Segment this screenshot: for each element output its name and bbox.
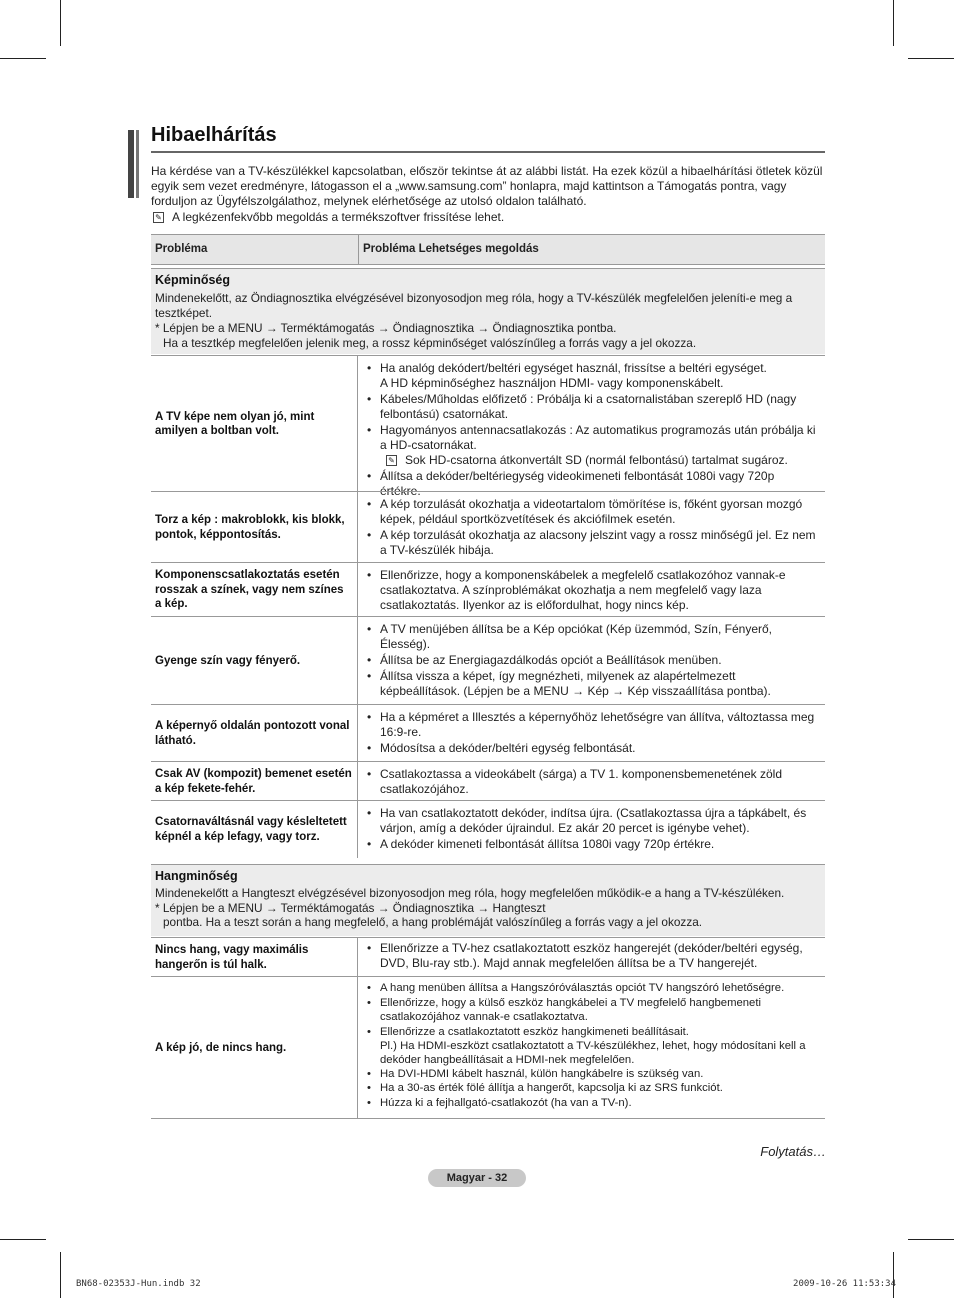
- page-title: Hibaelhárítás: [151, 124, 277, 146]
- solution-cell: [358, 356, 825, 498]
- crop-mark: [0, 1239, 46, 1240]
- table-row: [151, 562, 825, 617]
- section-text: * Lépjen be a MENU → Terméktámogatás → Öndiagnosztika → Hangteszt: [155, 900, 546, 915]
- solution-cell: [358, 762, 825, 801]
- crop-mark: [60, 0, 61, 46]
- list-item: • Húzza ki a fejhallgató-csatlakozót (ha van a TV-n).: [380, 1096, 817, 1110]
- list-item: • Ellenőrizze, hogy a komponenskábelek a megfelelő csatlakozóhoz vannak-e csatlakoztatva. A színproblémákat okozhatja a nem megfelelő vagy laza csatlakoztatás. Ilyenkor az is előfordulhat, hogy nincs kép.: [380, 568, 817, 613]
- continued-label: Folytatás…: [760, 1144, 826, 1159]
- footer-file-info: BN68-02353J-Hun.indb 32: [76, 1279, 201, 1289]
- problem-cell: Nincs hang, vagy maximális hangerőn is túl halk.: [151, 938, 358, 977]
- problem-cell: Torz a kép : makroblokk, kis blokk, pontok, képpontosítás.: [151, 492, 358, 563]
- problem-cell: A kép jó, de nincs hang.: [151, 977, 358, 1119]
- section-text: Mindenekelőtt, az Öndiagnosztika elvégzésével bizonyosodjon meg róla, hogy a TV-készülék megfelelően jeleníti-e meg a tesztképet.: [155, 291, 793, 320]
- crop-mark: [60, 1252, 61, 1298]
- intro-block: [151, 164, 825, 225]
- list-item: • Módosítsa a dekóder/beltéri egység felbontását.: [380, 741, 817, 756]
- table-row: [151, 761, 825, 801]
- table-row: [151, 491, 825, 563]
- section-text: Mindenekelőtt a Hangteszt elvégzésével bizonyosodjon meg róla, hogy megfelelően működik-e a hang a TV-készüléken.: [155, 886, 785, 900]
- crop-mark: [893, 0, 894, 46]
- note-icon: ✎: [386, 455, 397, 466]
- section-text: pontba. Ha a teszt során a hang megfelelő, a hang problémáját valószínűleg a forrás vagy a jel okozza.: [163, 915, 703, 929]
- list-item: • A dekóder kimeneti felbontását állítsa 1080i vagy 720p értékre.: [380, 837, 817, 852]
- list-item: • A kép torzulását okozhatja a videotartalom tömörítése is, főként gyorsan mozgó képek, például sportközvetítések és akciófilmek esetén.: [380, 497, 817, 527]
- decor-bar: [136, 130, 139, 198]
- solution-cell: [358, 492, 825, 563]
- list-item: • A TV menüjében állítsa be a Kép opciókat (Kép üzemmód, Szín, Fényerő, Élesség).: [380, 622, 817, 652]
- solution-cell: [358, 977, 825, 1119]
- problem-cell: Csak AV (kompozit) bemenet esetén a kép fekete-fehér.: [151, 762, 358, 801]
- solution-cell: [358, 617, 825, 705]
- intro-note: [151, 210, 825, 225]
- crop-mark: [908, 58, 954, 59]
- list-item: • Állítsa vissza a képet, így megnézheti, milyenek az alapértelmezett képbeállítások. (Lépjen be a MENU → Kép → Kép visszaállítása pontba).: [380, 669, 817, 699]
- list-item: • Ha analóg dekódert/beltéri egységet használ, frissítse a beltéri egységet. A HD képminőséghez használjon HDMI- vagy komponenskábelt.: [380, 361, 817, 391]
- table-header: [151, 234, 825, 265]
- list-item: • Hagyományos antennacsatlakozás : Az automatikus programozás után próbálja ki a HD-csatornákat. ✎ Sok HD-csatorna átkonvertált SD (normál felbontású) tartalmat sugároz.: [380, 423, 817, 468]
- list-item: • Ellenőrizze a TV-hez csatlakoztatott eszköz hangerejét (dekóder/beltéri egység, DVD, Blu-ray stb.). Majd annak megfelelően állítsa be a TV hangerejét.: [380, 941, 817, 971]
- header-solution: Probléma Lehetséges megoldás: [363, 243, 539, 255]
- problem-cell: A TV képe nem olyan jó, mint amilyen a boltban volt.: [151, 356, 358, 492]
- section-title: Képminőség: [155, 273, 231, 287]
- table-row: [151, 355, 825, 498]
- list-item: • A hang menüben állítsa a Hangszóróválasztás opciót TV hangszóró lehetőségre.: [380, 981, 817, 995]
- page-number-badge: Magyar - 32: [428, 1169, 526, 1187]
- section-title: Hangminőség: [155, 869, 238, 883]
- section-picture-quality: [151, 268, 825, 354]
- list-item: • Állítsa a dekóder/beltériegység videokimeneti felbontását 1080i vagy 720p értékre.: [380, 469, 817, 499]
- solution-cell: [358, 938, 825, 977]
- problem-cell: Gyenge szín vagy fényerő.: [151, 617, 358, 705]
- solution-cell: [358, 801, 825, 858]
- footer-timestamp: 2009-10-26 11:53:34: [793, 1279, 896, 1289]
- crop-mark: [0, 58, 46, 59]
- solution-cell: [358, 705, 825, 762]
- list-item: • Ha a 30-as érték fölé állítja a hangerőt, kapcsolja ki az SRS funkciót.: [380, 1081, 817, 1095]
- list-item: • Ha van csatlakoztatott dekóder, indítsa újra. (Csatlakoztassa újra a tápkábelt, és várjon, amíg a dekóder újraindul. Ez akár 20 percet is igénybe vehet).: [380, 806, 817, 836]
- table-row: [151, 704, 825, 762]
- table-row: [151, 976, 825, 1119]
- problem-cell: Csatornaváltásnál vagy késleltetett képnél a kép lefagy, vagy torz.: [151, 801, 358, 858]
- intro-text: Ha kérdése van a TV-készülékkel kapcsolatban, először tekintse át az alábbi listát. Ha ezek közül a hibaelhárítási ötletek közül egyik sem vezet eredményre, látogasson el a „www.samsung.com” honlapra, majd kattintson a Támogatás pontra, vagy forduljon az Ügyfélszolgálathoz, melynek elérhetősége az utolsó oldalon található.: [151, 164, 823, 208]
- list-item: • Ha a képméret a Illesztés a képernyőhöz lehetőségre van állítva, változtassa meg 16:9-re.: [380, 710, 817, 740]
- list-item: • Állítsa be az Energiagazdálkodás opciót a Beállítások menüben.: [380, 653, 817, 668]
- problem-cell: Komponenscsatlakoztatás esetén rosszak a színek, vagy nem színes a kép.: [151, 563, 358, 617]
- crop-mark: [908, 1239, 954, 1240]
- title-divider: [151, 151, 825, 153]
- section-text: * Lépjen be a MENU → Terméktámogatás → Öndiagnosztika → Öndiagnosztika pontba.: [155, 321, 617, 335]
- header-problem: Probléma: [155, 243, 208, 255]
- list-item: • Csatlakoztassa a videokábelt (sárga) a TV 1. komponensbemenetének zöld csatlakozójához.: [380, 767, 817, 797]
- section-sound-quality: [151, 864, 825, 936]
- list-item: • Kábeles/Műholdas előfizető : Próbálja ki a csatornalistában szereplő HD (nagy felbontású) csatornákat.: [380, 392, 817, 422]
- list-item: • A kép torzulását okozhatja az alacsony jelszint vagy a rossz minőségű jel. Ez nem a TV-készülék hibája.: [380, 528, 817, 558]
- list-item: • Ha DVI-HDMI kábelt használ, külön hangkábelre is szükség van.: [380, 1067, 817, 1081]
- crop-mark: [893, 1252, 894, 1298]
- section-text: Ha a tesztkép megfelelően jelenik meg, a rossz képminőséget valószínűleg a forrás vagy a jel okozza.: [163, 336, 697, 350]
- problem-cell: A képernyő oldalán pontozott vonal látható.: [151, 705, 358, 762]
- decor-bar: [128, 130, 134, 198]
- list-item: • Ellenőrizze, hogy a külső eszköz hangkábelei a TV megfelelő hangbemeneti csatlakozójához vannak-e csatlakoztatva.: [380, 996, 817, 1024]
- note-icon: ✎: [153, 212, 164, 223]
- table-row: [151, 937, 825, 977]
- intro-note-text: A legkézenfekvőbb megoldás a termékszoftver frissítése lehet.: [172, 210, 505, 224]
- table-end-divider: [151, 1118, 825, 1119]
- table-row: [151, 616, 825, 705]
- table-row: [151, 800, 825, 858]
- list-item: • Ellenőrizze a csatlakoztatott eszköz hangkimeneti beállításait. Pl.) Ha HDMI-eszközt csatlakoztatott a TV-készülékhez, lehet, hogy módosítani kell a dekóder hangbeállításait a HDMI-nek megfelelően.: [380, 1025, 817, 1068]
- solution-cell: [358, 563, 825, 617]
